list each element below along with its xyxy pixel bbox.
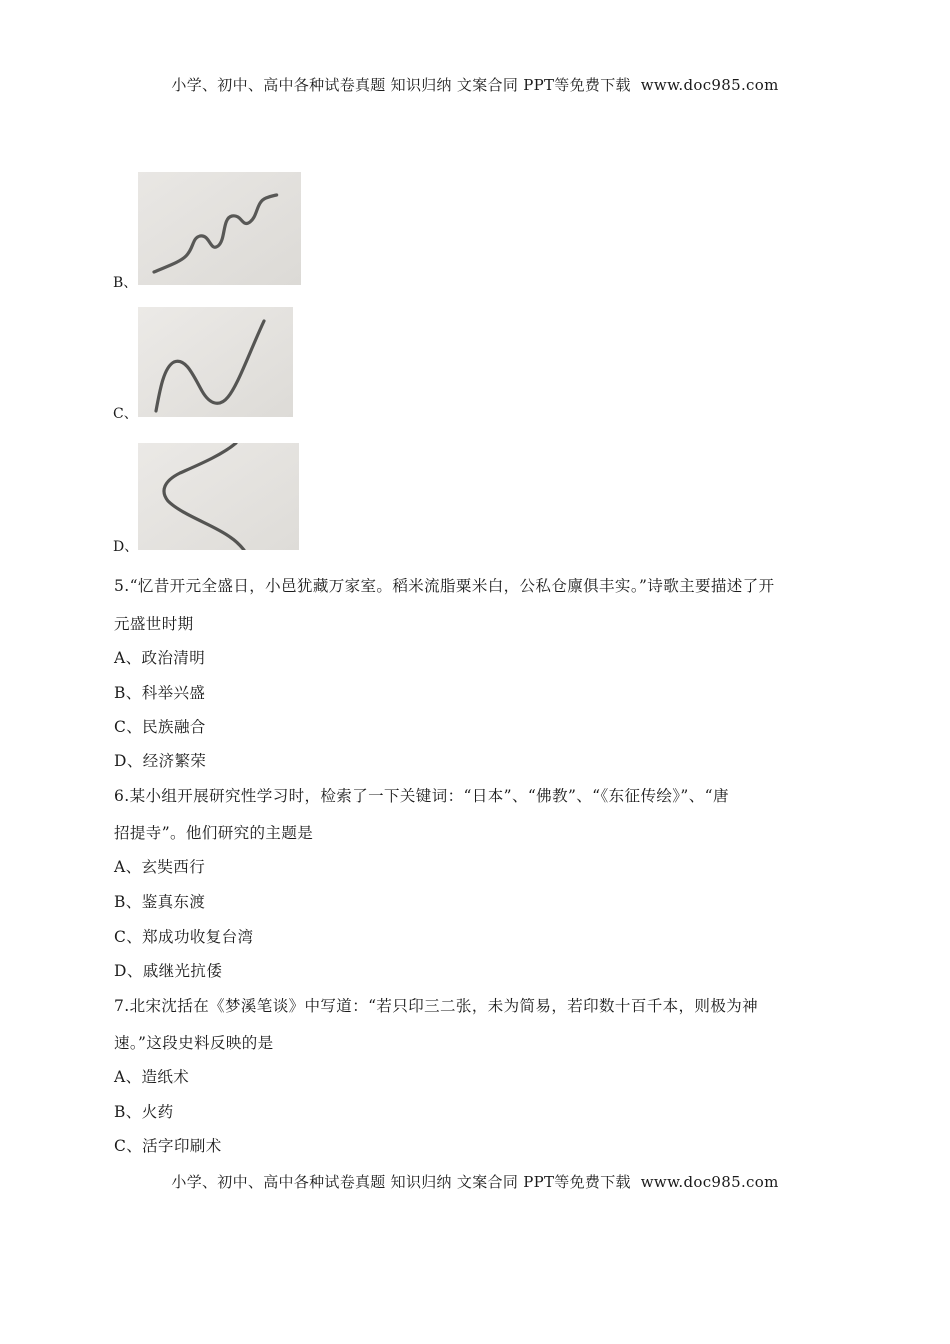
q5-stem-line-2: 元盛世时期 (114, 615, 194, 633)
q5-option-c: C、民族融合 (114, 718, 206, 736)
v-shaped-curve-image (138, 443, 299, 550)
q5-option-b: B、科举兴盛 (114, 684, 206, 702)
q4-option-c-label: C、 (113, 406, 138, 422)
q4-option-d-label: D、 (113, 539, 139, 555)
q6-option-d: D、戚继光抗倭 (114, 962, 223, 980)
q7-stem-line-2: 速。”这段史料反映的是 (114, 1034, 274, 1052)
footer-site: www.doc985.com (640, 1173, 779, 1191)
q5-stem-line-1: 5.“忆昔开元全盛日，小邑犹藏万家室。稻米流脂粟米白，公私仓廪俱丰实。”诗歌主要描述了开 (114, 577, 775, 595)
q7-stem-line-1: 7.北宋沈括在《梦溪笔谈》中写道：“若只印三二张，未为简易，若印数十百千本，则极为神 (114, 997, 759, 1015)
page-header (0, 74, 950, 95)
q4-option-b-label: B、 (113, 275, 138, 291)
page-footer (0, 1171, 950, 1192)
header-site: www.doc985.com (640, 76, 779, 94)
footer-text: 小学、初中、高中各种试卷真题 知识归纳 文案合同 PPT等免费下载 (171, 1173, 631, 1191)
q6-option-b: B、鉴真东渡 (114, 893, 206, 911)
wavy-rising-curve-image (138, 172, 301, 285)
q6-stem-line-1: 6.某小组开展研究性学习时，检索了一下关键词：“日本”、“佛教”、“《东征传绘》”、“唐 (114, 787, 729, 805)
q6-option-c: C、郑成功收复台湾 (114, 928, 254, 946)
q6-stem-line-2: 招提寺”。他们研究的主题是 (114, 824, 314, 842)
q7-option-a: A、造纸术 (114, 1068, 190, 1086)
q7-option-b: B、火药 (114, 1103, 174, 1121)
q7-option-c: C、活字印刷术 (114, 1137, 222, 1155)
q6-option-a: A、玄奘西行 (114, 858, 206, 876)
n-shaped-curve-image (138, 307, 293, 417)
header-text: 小学、初中、高中各种试卷真题 知识归纳 文案合同 PPT等免费下载 (171, 76, 631, 94)
q5-option-a: A、政治清明 (114, 649, 206, 667)
q5-option-d: D、经济繁荣 (114, 752, 207, 770)
